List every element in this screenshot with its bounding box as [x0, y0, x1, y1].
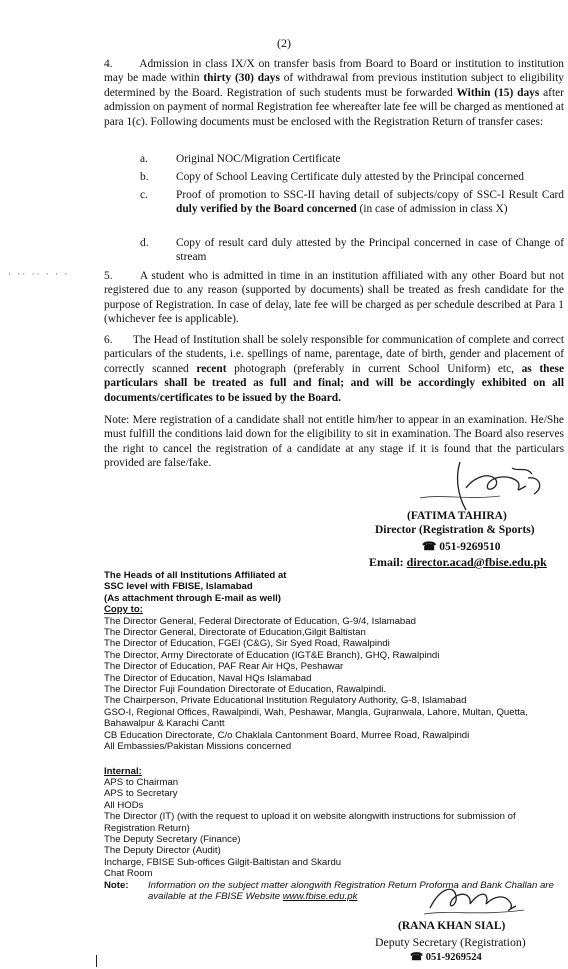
copy-to-item: The Director General, Federal Directorate of Education, G-9/4, Islamabad: [104, 615, 416, 627]
internal-item: APS to Chairman: [104, 776, 179, 788]
paragraph-4: [104, 57, 564, 129]
signatory-1-phone-row: [422, 539, 501, 553]
internal-item: The Director (IT) (with the request to upload it on website alongwith instructions for submission of Registration Return): [104, 811, 516, 834]
list-item-key: c.: [140, 189, 148, 201]
copy-to-item: GSO-I, Regional Offices, Rawalpindi, Wah, Peshawar, Mangla, Gujranwala, Lahore, Multan, Quetta, Bahawalpur & Karachi Cantt: [104, 706, 528, 730]
signatory-2-name: (RANA KHAN SIAL): [398, 920, 506, 932]
scan-artifact: · ·· ·· · · ·: [8, 269, 70, 279]
paragraph-6-bold-2: as these particulars shall be treated as full and final; and will be accordingly exhibited on all documents/certificates to be issued by the Board.: [104, 362, 565, 404]
list-item-key: a.: [140, 153, 148, 165]
paragraph-4-number: 4.: [104, 58, 113, 70]
list-item-c-bold: duly verified by the Board concerned: [176, 203, 357, 216]
signatory-1-phone: 051-9269510: [439, 541, 501, 553]
list-item-text: Copy of result card duly attested by the Principal concerned in case of Change of stream: [176, 237, 564, 264]
list-item-c-text-a: Proof of promotion to SSC-II having detail of subjects/copy of SSC-I Result Card: [176, 189, 564, 201]
margin-mark: [96, 955, 97, 967]
copy-to-item: CB Education Directorate, C/o Chaklala Cantonment Board, Murree Road, Rawalpindi: [104, 729, 470, 741]
recipients-heading-line: The Heads of all Institutions Affiliated at: [104, 570, 287, 581]
signatory-2-title: Deputy Secretary (Registration): [375, 935, 526, 949]
signatory-1-title: Director (Registration & Sports): [375, 524, 535, 536]
copy-to-item: The Chairperson, Private Educational Institution Regulatory Authority, G-8, Islamabad: [104, 695, 467, 707]
copy-to-item: The Director, Army Directorate of Education (IGT&E Branch), GHQ, Rawalpindi: [104, 649, 440, 661]
signature-fatima-tahira: [400, 458, 550, 516]
paragraph-6: [104, 333, 564, 405]
signature-rana-khan-sial: [420, 880, 530, 922]
copy-to-item: The Director General, Directorate of Education,Gilgit Baltistan: [104, 627, 366, 639]
recipients-heading-line: SSC level with FBISE, Islamabad: [104, 581, 253, 593]
copy-to-item: The Director Fuji Foundation Directorate of Education, Rawalpindi.: [104, 684, 387, 696]
paragraph-6-number: 6.: [104, 334, 113, 346]
paragraph-6-text-2: photograph (preferably in current School Uniform) etc,: [226, 362, 522, 375]
paragraph-5-text: A student who is admitted in time in an institution affiliated with any other Board but not registered due to any reason (supported by documents) shall be treated as fresh candidate for the purpose of Registration. In case of delay, late fee will be charged as per schedule described at Para 1 (whichever fee is applicable).: [104, 270, 564, 326]
list-item-key: d.: [140, 237, 149, 249]
list-item-key: b.: [140, 171, 149, 183]
paragraph-6-text-1: The Head of Institution shall be solely responsible for communication of complete and correct particulars of the students, i.e. spellings of name, parentage, date of birth, gender and placement of correctly scanned: [104, 334, 564, 375]
paragraph-4-text-2: of withdrawal from previous institution subject to eligibility determined by the Board. Registration of such students must be forwarded: [104, 72, 564, 99]
paragraph-4-bold-2: Within (15) days: [456, 86, 540, 99]
note-paragraph: Note: Mere registration of a candidate shall not entitle him/her to appear in an examination. He/She must fulfill the conditions laid down for the eligibility to sit in examination. The Board also reserves the right to cancel the registration of a candidate at any stage if it is found that the particulars provided are false/fake.: [104, 414, 564, 470]
copy-to-item: The Director of Education, FGEI (C&G), Sir Syed Road, Rawalpindi: [104, 638, 390, 650]
list-item-text: [176, 188, 564, 217]
signatory-1-email-row: [369, 555, 547, 570]
phone-icon: ☎: [410, 952, 424, 963]
internal-item: Chat Room: [104, 868, 153, 880]
recipients-block: [104, 570, 564, 902]
recipients-heading-line: (As attachment through E-mail as well): [104, 592, 281, 604]
phone-icon: ☎: [422, 541, 437, 553]
paragraph-4-text-3: after admission on payment of normal Registration fee whereafter late fee will be charged as mentioned at para 1(c). Following documents must be enclosed with the Registration Return of transfer cases:: [104, 86, 564, 128]
list-item-text: Copy of School Leaving Certificate duly attested by the Principal concerned: [176, 171, 524, 183]
internal-item: APS to Secretary: [104, 788, 178, 800]
copy-to-item: The Director of Education, Naval HQs Islamabad: [104, 672, 312, 684]
signatory-2-phone: 051-9269524: [425, 952, 482, 963]
signatory-1-name: (FATIMA TAHIRA): [407, 510, 507, 522]
bottom-note-text: Information on the subject matter alongwith Registration Return Proforma and Bank Challan are available at the FBISE Website: [148, 879, 554, 902]
internal-item: Incharge, FBISE Sub-offices Gilgit-Baltistan and Skardu: [104, 856, 342, 868]
signatory-2-phone-row: [410, 951, 482, 963]
internal-item: The Deputy Director (Audit): [104, 845, 221, 857]
email-link[interactable]: director.acad@fbise.edu.pk: [406, 555, 547, 569]
website-link[interactable]: www.fbise.edu.pk: [282, 890, 358, 902]
paragraph-5-number: 5.: [104, 270, 113, 282]
paragraph-6-bold-1: recent: [196, 362, 227, 375]
paragraph-5: [104, 269, 564, 327]
page-number: (2): [277, 36, 291, 50]
internal-label: Internal:: [104, 765, 142, 777]
email-label: Email:: [369, 555, 407, 569]
list-item-c-text-c: (in case of admission in class X): [356, 203, 508, 216]
internal-item: The Deputy Secretary (Finance): [104, 833, 241, 845]
copy-to-item: The Director of Education, PAF Rear Air HQs, Peshawar: [104, 661, 344, 673]
internal-item: All HODs: [104, 799, 144, 811]
paragraph-4-text-1: Admission in class IX/X on transfer basis from Board to Board or institution to institution may be made within: [104, 58, 565, 85]
list-item-text: Original NOC/Migration Certificate: [176, 153, 341, 165]
copy-to-label: Copy to:: [104, 604, 143, 616]
bottom-note-label: Note:: [104, 879, 129, 891]
copy-to-item: All Embassies/Pakistan Missions concerned: [104, 741, 292, 753]
paragraph-4-bold-1: thirty (30) days: [203, 72, 280, 85]
